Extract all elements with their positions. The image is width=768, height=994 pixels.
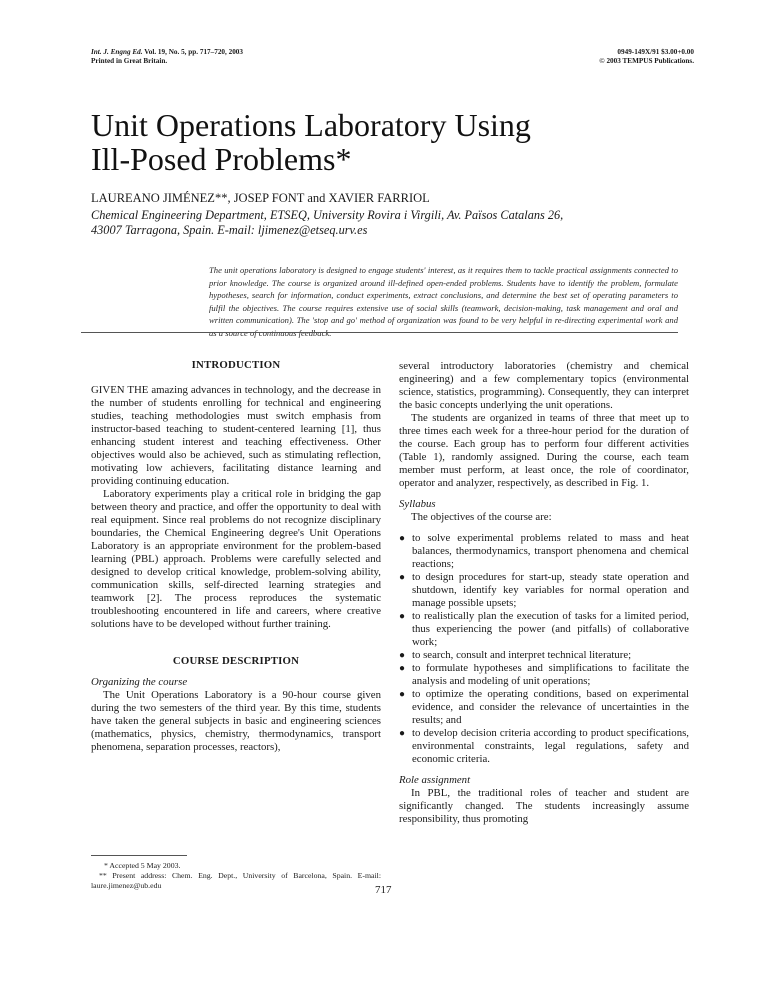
intro-paragraph-1: GIVEN THE amazing advances in technology, and the decrease in the number of students enrolling for technical and engineering studies, teaching methodologies must switch emphasis from instructor-based teaching to student-centered learning [1], thus enhancing student interest and teaching effectiveness. Other objectives would also be achieved, such as stimulating reflection, motivating low achievers, facilitating distance learning and providing continuing education. — [91, 384, 381, 487]
journal-name: Int. J. Engng Ed. — [91, 48, 143, 56]
affiliation-line-1: Chemical Engineering Department, ETSEQ, University Rovira i Virgili, Av. Països Catalans 26, — [91, 208, 564, 222]
volume-info: Vol. 19, No. 5, pp. 717–720, 2003 — [142, 48, 243, 56]
footnotes — [91, 861, 381, 891]
objective-item: ● to search, consult and interpret technical literature; — [399, 649, 632, 661]
affiliation — [91, 208, 711, 238]
subheading-organizing: Organizing the course — [91, 676, 188, 688]
copyright: © 2003 TEMPUS Publications. — [599, 57, 694, 65]
objective-item: ● to optimize the operating conditions, based on experimental evidence, and consider the relevance of uncertainties in the results; and — [399, 688, 689, 726]
subheading-role-assignment: Role assignment — [399, 774, 471, 786]
authors: LAUREANO JIMÉNEZ**, JOSEP FONT and XAVIER FARRIOL — [91, 191, 430, 205]
bullet-icon: ● — [399, 611, 406, 622]
left-column — [91, 359, 381, 754]
bullet-icon: ● — [399, 663, 406, 674]
bullet-icon: ● — [399, 572, 406, 583]
objective-item: ● to realistically plan the execution of tasks for a limited period, thus experiencing the power (and pitfalls) of collaborative work; — [399, 610, 689, 648]
organizing-paragraph: The Unit Operations Laboratory is a 90-hour course given during the two semesters of the third year. By this time, students have taken the general subjects in basic and engineering sciences (mathematics, physics, chemistry, thermodynamics, transport phenomena, separation processes, reactors), — [91, 689, 381, 753]
affiliation-line-2: 43007 Tarragona, Spain. E-mail: ljimenez@etseq.urv.es — [91, 223, 368, 237]
objective-item: ● to develop decision criteria according to product specifications, environmental constraints, legal regulations, safety and economic criteria. — [399, 727, 689, 765]
continued-paragraph: several introductory laboratories (chemistry and chemical engineering) and a few complementary topics (environmental science, statistics, programming). Consequently, they can interpret the basic concepts underlying the unit operations. — [399, 360, 689, 411]
title-line-2: Ill-Posed Problems* — [91, 141, 352, 177]
footnote-present-address: ** Present address: Chem. Eng. Dept., University of Barcelona, Spain. E-mail: laure.jimenez@ub.edu — [91, 871, 381, 890]
intro-paragraph-2: Laboratory experiments play a critical role in bridging the gap between theory and practice, and offer the opportunity to deal with real equipment. Since real problems do not recognize disciplinary boundaries, the Chemical Engineering degree's Unit Operations Laboratory is an appropriate environment for the problem-based learning (PBL) approach. Problems were carefully selected and designed to develop critical knowledge, problem-solving ability, communication skills, self-directed learning strategies and teamwork [2]. The process reproduces the systematic troubleshooting encountered in life and careers, where creative solutions have to be developed without further training. — [91, 488, 381, 630]
issn: 0949-149X/91 $3.00+0.00 — [617, 48, 694, 56]
article-title — [91, 108, 531, 176]
journal-citation — [91, 48, 243, 57]
objective-item: ● to solve experimental problems related to mass and heat balances, thermodynamics, transport phenomena and chemical reactions; — [399, 532, 689, 570]
page-number: 717 — [375, 884, 392, 896]
footnote-accepted: * Accepted 5 May 2003. — [104, 861, 181, 870]
section-heading-introduction: INTRODUCTION — [191, 359, 281, 371]
objective-item: ● to design procedures for start-up, steady state operation and shutdown, identify key variables for normal operation and manage possible upsets; — [399, 571, 689, 609]
footnote-divider — [91, 855, 187, 856]
printed-in: Printed in Great Britain. — [91, 57, 168, 65]
subheading-syllabus: Syllabus — [399, 498, 436, 510]
title-line-1: Unit Operations Laboratory Using — [91, 107, 531, 143]
journal-header-right — [599, 48, 694, 66]
section-heading-course-description: COURSE DESCRIPTION — [172, 655, 300, 667]
role-paragraph: In PBL, the traditional roles of teacher and student are significantly changed. The students increasingly assume responsibility, thus promoting — [399, 787, 689, 825]
abstract: The unit operations laboratory is designed to engage students' interest, as it requires them to tackle practical assignments connected to prior knowledge. The course is organized around ill-defined open-ended problems. Students have to identify the problem, formulate hypotheses, search for information, conduct experiments, extract conclusions, and determine the best set of operating parameters to fulfil the objectives. The course requires extensive use of social skills (teamwork, decision-making, task management and oral and written communication). The 'stop and go' method of organization was found to be very helpful in re-directing experimental work and as a source of continuous feedback. — [209, 265, 678, 338]
bullet-icon: ● — [399, 689, 406, 700]
objective-item: ● to formulate hypotheses and simplifications to facilitate the analysis and modeling of unit operations; — [399, 662, 689, 687]
right-column — [399, 360, 689, 826]
journal-header-left — [91, 48, 243, 66]
abstract-divider — [81, 332, 678, 333]
bullet-icon: ● — [399, 533, 406, 544]
teams-paragraph: The students are organized in teams of three that meet up to three times each week for a three-hour period for the duration of the course. Each group has to perform four different activities (Table 1), randomly assigned. During the course, each team member must perform, at least once, the role of coordinator, operator and analyzer, respectively, as described in Fig. 1. — [399, 412, 689, 489]
bullet-icon: ● — [399, 728, 406, 739]
syllabus-intro: The objectives of the course are: — [411, 511, 552, 523]
bullet-icon: ● — [399, 650, 406, 661]
objectives-list — [399, 532, 689, 766]
